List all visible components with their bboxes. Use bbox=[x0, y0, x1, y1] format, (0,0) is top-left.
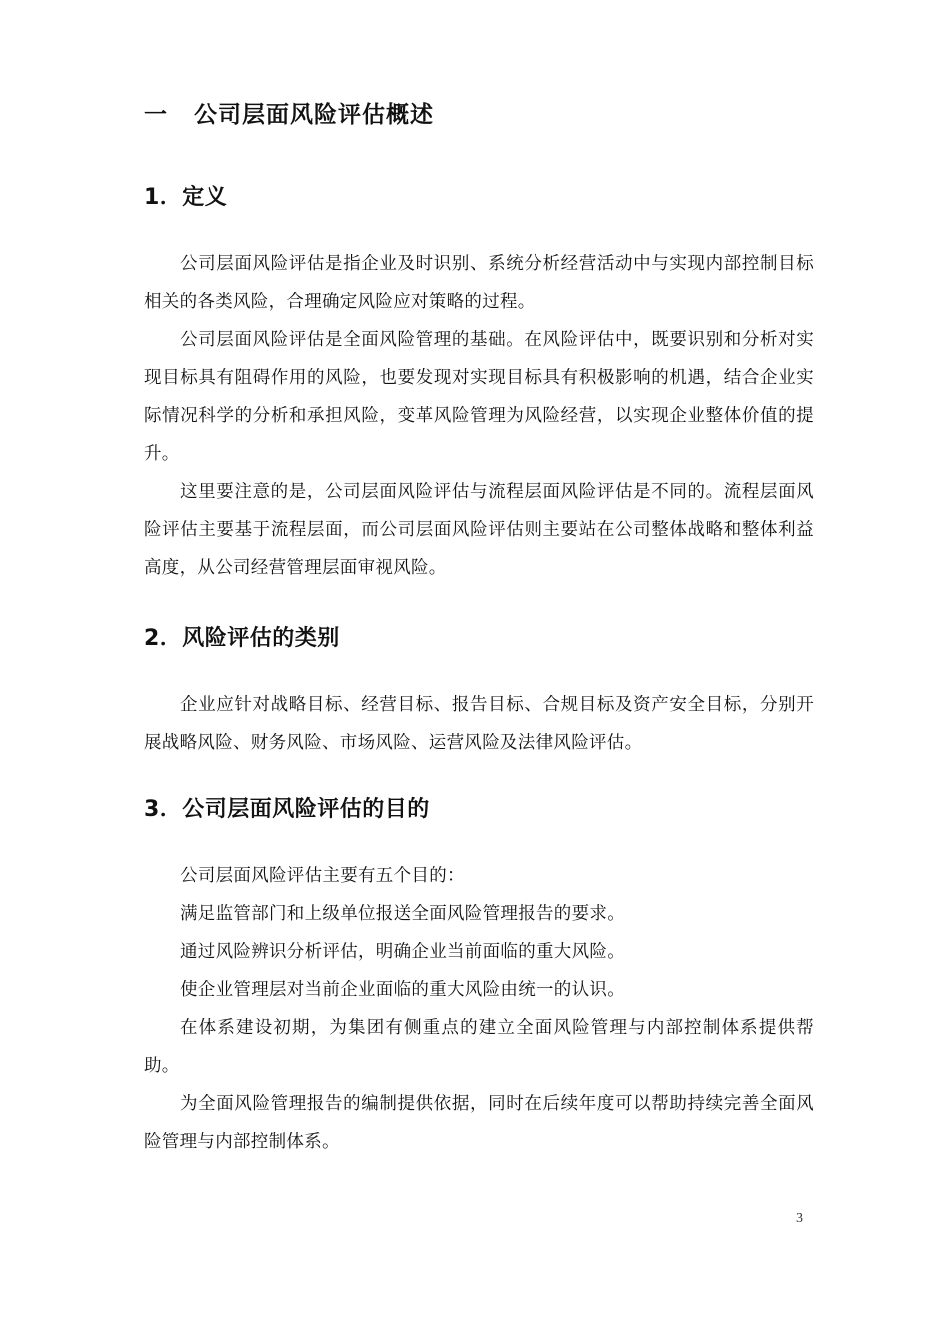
purpose-item: 为全面风险管理报告的编制提供依据，同时在后续年度可以帮助持续完善全面风险管理与内部控制体系。 bbox=[144, 1094, 814, 1152]
purpose-item: 满足监管部门和上级单位报送全面风险管理报告的要求。 bbox=[180, 904, 625, 924]
paragraph: 这里要注意的是，公司层面风险评估与流程层面风险评估是不同的。流程层面风险评估主要基于流程层面，而公司层面风险评估则主要站在公司整体战略和整体利益高度，从公司经营管理层面审视风险。 bbox=[144, 482, 814, 578]
purpose-item: 通过风险辨识分析评估，明确企业当前面临的重大风险。 bbox=[180, 942, 625, 962]
section-heading-categories: 2．风险评估的类别 bbox=[144, 626, 340, 651]
paragraph: 公司层面风险评估是指企业及时识别、系统分析经营活动中与实现内部控制目标相关的各类风险，合理确定风险应对策略的过程。 bbox=[144, 254, 814, 312]
chapter-title bbox=[144, 96, 434, 129]
paragraph: 公司层面风险评估是全面风险管理的基础。在风险评估中，既要识别和分析对实现目标具有阻碍作用的风险，也要发现对实现目标具有积极影响的机遇，结合企业实际情况科学的分析和承担风险，变革风险管理为风险经营，以实现企业整体价值的提升。 bbox=[144, 330, 814, 464]
purpose-intro: 公司层面风险评估主要有五个目的： bbox=[180, 866, 465, 886]
page-number: 3 bbox=[796, 1211, 803, 1226]
purpose-item: 使企业管理层对当前企业面临的重大风险由统一的认识。 bbox=[180, 980, 625, 1000]
paragraph: 企业应针对战略目标、经营目标、报告目标、合规目标及资产安全目标，分别开展战略风险、财务风险、市场风险、运营风险及法律风险评估。 bbox=[144, 695, 814, 753]
section-heading-purpose: 3．公司层面风险评估的目的 bbox=[144, 797, 430, 822]
purpose-item: 在体系建设初期，为集团有侧重点的建立全面风险管理与内部控制体系提供帮助。 bbox=[144, 1018, 814, 1076]
section-heading-definition: 1．定义 bbox=[144, 185, 228, 210]
chapter-number: 一 bbox=[144, 102, 168, 128]
chapter-title-text: 公司层面风险评估概述 bbox=[194, 102, 434, 128]
